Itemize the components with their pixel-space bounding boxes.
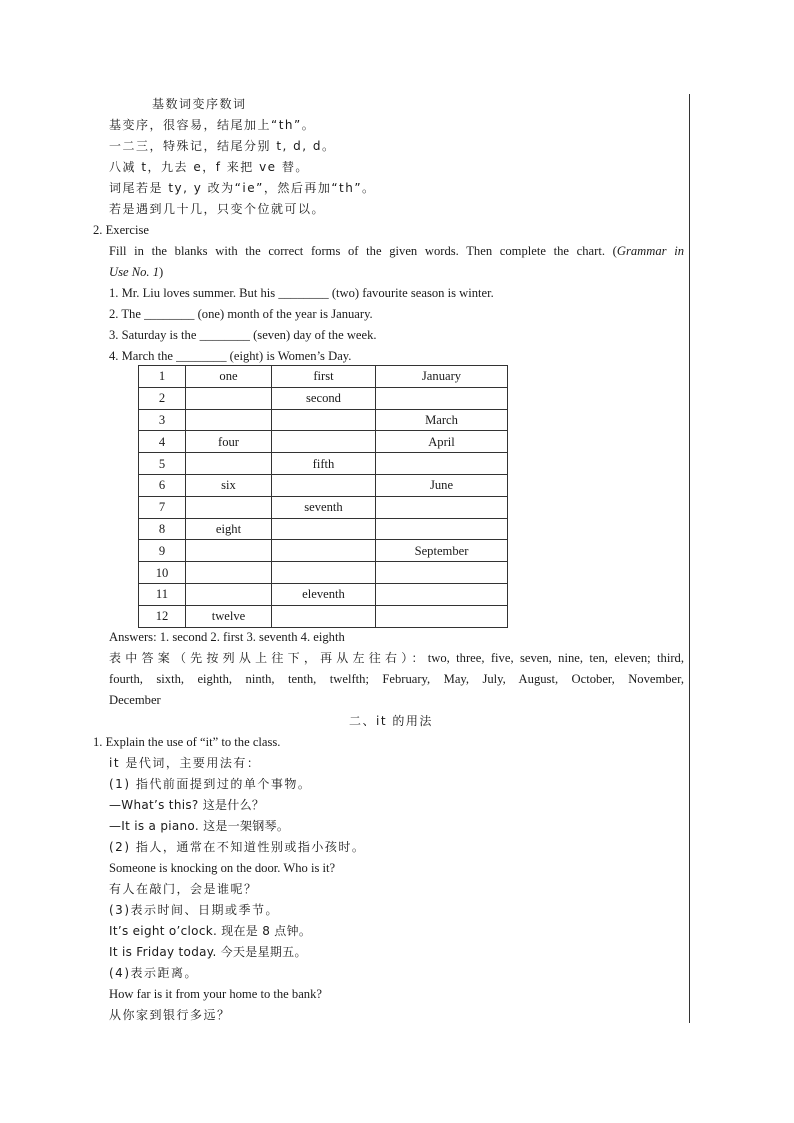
section2-line: 从你家到银行多远？ [109, 1008, 231, 1022]
table-row [139, 409, 508, 431]
section2-line: —What’s this? 这是什么？ [109, 798, 265, 812]
month-cell: March [376, 409, 508, 431]
month-cell: September [376, 540, 508, 562]
exercise-instruction-cont: Use No. 1) [109, 265, 164, 279]
rhyme-line: 若是遇到几十几，只变个位就可以。 [109, 202, 326, 216]
section2-line: 有人在敲门，会是谁呢？ [109, 882, 258, 896]
section2-line: —It is a piano. 这是一架钢琴。 [109, 819, 290, 833]
table-row [139, 496, 508, 518]
exercise-instruction: Fill in the blanks with the correct forms of the given words. Then complete the chart. (Grammar in [109, 244, 685, 258]
question-3: 3. Saturday is the ________ (seven) day of the week. [109, 328, 377, 342]
question-4: 4. March the ________ (eight) is Women’s Day. [109, 349, 352, 363]
cardinal-cell [186, 562, 272, 584]
section2-line: (4)表示距离。 [109, 966, 198, 980]
rhyme-line: 基变序，很容易，结尾加上“th”。 [109, 118, 316, 132]
rhyme-line: 八减 t，九去 e，f 来把 ve 替。 [109, 160, 309, 174]
month-cell: June [376, 474, 508, 496]
cardinal-cell [186, 583, 272, 605]
section2-line: 1. Explain the use of “it” to the class. [93, 735, 281, 749]
rhyme-line: 一二三，特殊记，结尾分别 t, d, d。 [109, 139, 336, 153]
section2-line: (3)表示时间、日期或季节。 [109, 903, 279, 917]
table-row [139, 562, 508, 584]
table-row [139, 453, 508, 475]
chart-answers-cont: fourth, sixth, eighth, ninth, tenth, twelfth; February, May, July, August, October, November, [109, 672, 684, 686]
section2-line: it 是代词，主要用法有： [109, 756, 261, 770]
section2-line: It is Friday today. 今天是星期五。 [109, 945, 307, 959]
number-cell: 10 [139, 562, 186, 584]
number-month-chart [138, 365, 508, 628]
number-cell: 7 [139, 496, 186, 518]
ordinal-cell [272, 518, 376, 540]
chart-answers: 表中答案（先按列从上往下，再从左往右）：two, three, five, seven, nine, ten, eleven; third, [109, 651, 684, 665]
cardinal-cell [186, 540, 272, 562]
number-cell: 12 [139, 605, 186, 627]
table-row [139, 583, 508, 605]
ordinal-cell: seventh [272, 496, 376, 518]
number-cell: 3 [139, 409, 186, 431]
number-cell: 9 [139, 540, 186, 562]
month-cell: April [376, 431, 508, 453]
section2-line: How far is it from your home to the bank? [109, 987, 322, 1001]
number-cell: 8 [139, 518, 186, 540]
ordinal-cell: eleventh [272, 583, 376, 605]
ordinal-cell: second [272, 387, 376, 409]
month-cell [376, 562, 508, 584]
cardinal-cell [186, 453, 272, 475]
section2-line: (1) 指代前面提到过的单个事物。 [109, 777, 312, 791]
cardinal-cell: one [186, 366, 272, 388]
table-row [139, 605, 508, 627]
ordinal-cell [272, 431, 376, 453]
section2-line: It’s eight o’clock. 现在是 8 点钟。 [109, 924, 312, 938]
table-row [139, 366, 508, 388]
ordinal-cell: first [272, 366, 376, 388]
rhyme-line: 词尾若是 ty, y 改为“ie”，然后再加“th”。 [109, 181, 376, 195]
cardinal-cell [186, 409, 272, 431]
ordinal-cell [272, 562, 376, 584]
number-cell: 5 [139, 453, 186, 475]
exercise-heading: 2. Exercise [93, 223, 149, 237]
section2-line: (2) 指人，通常在不知道性别或指小孩时。 [109, 840, 366, 854]
number-cell: 2 [139, 387, 186, 409]
number-cell: 6 [139, 474, 186, 496]
month-cell [376, 605, 508, 627]
month-cell [376, 583, 508, 605]
cardinal-cell: eight [186, 518, 272, 540]
number-cell: 1 [139, 366, 186, 388]
answers-line: Answers: 1. second 2. first 3. seventh 4. eighth [109, 630, 345, 644]
table-row [139, 431, 508, 453]
cardinal-cell [186, 387, 272, 409]
table-row [139, 474, 508, 496]
month-cell: January [376, 366, 508, 388]
number-cell: 11 [139, 583, 186, 605]
ordinal-cell [272, 605, 376, 627]
table-row [139, 387, 508, 409]
month-cell [376, 387, 508, 409]
chart-answers-end: December [109, 693, 161, 707]
cardinal-cell [186, 496, 272, 518]
month-cell [376, 453, 508, 475]
table-row [139, 540, 508, 562]
cardinal-cell: four [186, 431, 272, 453]
ordinal-cell: fifth [272, 453, 376, 475]
question-1: 1. Mr. Liu loves summer. But his ________ (two) favourite season is winter. [109, 286, 494, 300]
cardinal-cell: six [186, 474, 272, 496]
month-cell [376, 518, 508, 540]
ordinal-cell [272, 540, 376, 562]
ordinal-cell [272, 474, 376, 496]
table-row [139, 518, 508, 540]
number-cell: 4 [139, 431, 186, 453]
section-title: 二、it 的用法 [349, 714, 433, 728]
section2-line: Someone is knocking on the door. Who is it? [109, 861, 336, 875]
right-margin-rule [689, 94, 690, 1023]
month-cell [376, 496, 508, 518]
ordinal-cell [272, 409, 376, 431]
question-2: 2. The ________ (one) month of the year is January. [109, 307, 373, 321]
rhyme-title: 基数词变序数词 [152, 97, 247, 111]
cardinal-cell: twelve [186, 605, 272, 627]
